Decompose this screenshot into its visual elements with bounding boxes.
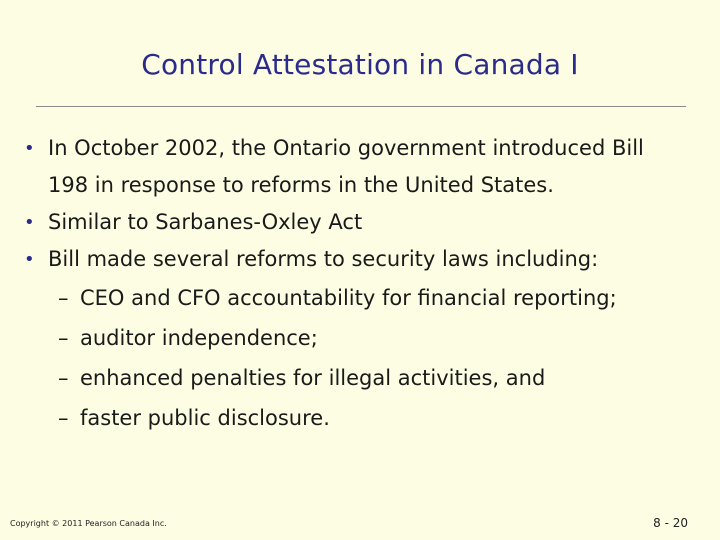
sub-bullet-text: faster public disclosure.	[80, 406, 330, 430]
sub-bullet-item	[0, 278, 720, 318]
sub-bullet-item	[0, 398, 720, 438]
slide-title: Control Attestation in Canada I	[141, 48, 579, 81]
bullet-item	[0, 204, 720, 241]
sub-bullet-marker: –	[58, 366, 69, 390]
sub-bullet-item	[0, 358, 720, 398]
sub-bullet-marker: –	[58, 286, 69, 310]
sub-bullet-text: auditor independence;	[80, 326, 318, 350]
bullet-text: 198 in response to reforms in the United States.	[48, 173, 554, 197]
sub-bullet-text: enhanced penalties for illegal activities, and	[80, 366, 546, 390]
bullet-item	[0, 130, 720, 167]
sub-bullet-marker: –	[58, 326, 69, 350]
bullet-text: In October 2002, the Ontario government introduced Bill	[48, 136, 644, 160]
title-divider	[36, 106, 686, 107]
bullet-item	[0, 241, 720, 278]
page-number: 8 - 20	[653, 516, 688, 530]
copyright-notice: Copyright © 2011 Pearson Canada Inc.	[10, 519, 167, 528]
bullet-marker: •	[24, 138, 35, 159]
bullet-marker: •	[24, 249, 35, 270]
bullet-continuation	[0, 167, 720, 204]
bullet-marker: •	[24, 212, 35, 233]
bullet-text: Bill made several reforms to security laws including:	[48, 247, 599, 271]
sub-bullet-item	[0, 318, 720, 358]
sub-bullet-text: CEO and CFO accountability for financial reporting;	[80, 286, 617, 310]
sub-bullet-marker: –	[58, 406, 69, 430]
bullet-list	[0, 130, 720, 438]
bullet-text: Similar to Sarbanes-Oxley Act	[48, 210, 363, 234]
